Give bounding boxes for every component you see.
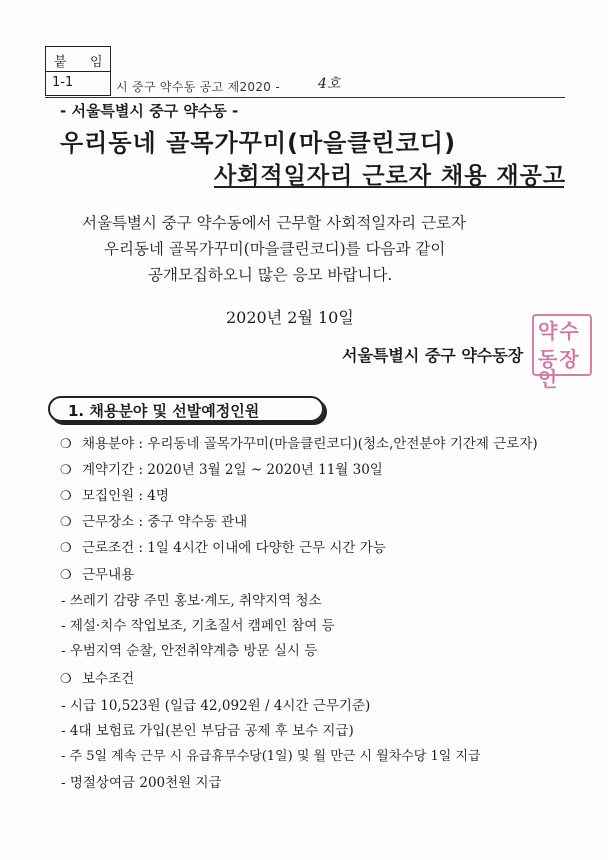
item-text: 채용분야 : 우리동네 골목가꾸미(마을클린코디)(청소,안전분야 기간제 근로자)	[82, 436, 538, 452]
section-1-title: 1. 채용분야 및 선발예정인원	[68, 402, 260, 420]
item-text: 근무내용	[82, 567, 135, 583]
header-divider	[45, 97, 565, 98]
pay-detail-4: - 명절상여금 200천원 지급	[61, 775, 222, 791]
seal-text-bottom: 동장인	[538, 347, 581, 391]
intro-line-3: 공개모집하오니 많은 응모 바랍니다.	[148, 266, 393, 284]
item-text: 보수조건	[82, 671, 135, 687]
title-line-1: 우리동네 골목가꾸미(마을클린코디)	[60, 129, 457, 157]
item-pay-conditions	[60, 667, 134, 687]
pay-detail-2: - 4대 보험료 가입(본인 부담금 공제 후 보수 지급)	[61, 723, 354, 739]
item-work-location	[60, 510, 247, 530]
circle-bullet-icon: ❍	[60, 437, 72, 452]
item-work-conditions	[60, 536, 386, 556]
circle-bullet-icon: ❍	[60, 672, 72, 687]
item-text: 근로조건 : 1일 4시간 이내에 다양한 근무 시간 가능	[82, 540, 386, 556]
attachment-box	[45, 46, 111, 96]
section-1-header	[48, 396, 324, 422]
notice-date: 2020년 2월 10일	[226, 308, 354, 327]
pay-detail-1: - 시급 10,523원 (일급 42,092원 / 4시간 근무기준)	[61, 698, 371, 714]
issuer-subtitle: - 서울특별시 중구 약수동 -	[60, 102, 239, 120]
seal-text-top: 약수	[538, 319, 581, 343]
attachment-number: 1-1	[52, 75, 74, 90]
circle-bullet-icon: ❍	[60, 541, 72, 556]
title-underline	[214, 186, 564, 188]
issuer-name: 서울특별시 중구 약수동장	[342, 346, 524, 365]
pay-detail-3: - 주 5일 계속 근무 시 유급휴무수당(1일) 및 월 만근 시 월차수당 1일 지급	[61, 749, 481, 764]
intro-line-1: 서울특별시 중구 약수동에서 근무할 사회적일자리 근로자	[82, 214, 466, 232]
title-line-2: 사회적일자리 근로자 채용 재공고	[214, 163, 567, 189]
item-text: 모집인원 : 4명	[82, 488, 169, 504]
official-seal	[532, 314, 592, 391]
item-text: 근무장소 : 중구 약수동 관내	[82, 514, 248, 530]
circle-bullet-icon: ❍	[60, 568, 72, 583]
notice-number-handwritten: 4호	[318, 76, 341, 92]
item-recruit-field	[60, 432, 538, 452]
item-contract-period	[60, 458, 383, 478]
attachment-label-a: 붙	[54, 55, 67, 70]
circle-bullet-icon: ❍	[60, 489, 72, 504]
circle-bullet-icon: ❍	[60, 463, 72, 478]
work-detail-1: - 쓰레기 감량 주민 홍보·계도, 취약지역 청소	[61, 593, 322, 609]
intro-line-2: 우리동네 골목가꾸미(마을클린코디)를 다음과 같이	[104, 240, 446, 258]
notice-number: 시 중구 약수동 공고 제2020 -	[116, 80, 280, 94]
item-text: 계약기간 : 2020년 3월 2일 ~ 2020년 11월 30일	[82, 462, 383, 478]
circle-bullet-icon: ❍	[60, 515, 72, 530]
item-work-contents	[60, 563, 134, 583]
work-detail-3: - 우범지역 순찰, 안전취약계층 방문 실시 등	[61, 643, 318, 659]
work-detail-2: - 제설·치수 작업보조, 기초질서 캠페인 참여 등	[61, 618, 335, 634]
attachment-label-b: 임	[90, 55, 103, 70]
item-headcount	[60, 484, 169, 504]
